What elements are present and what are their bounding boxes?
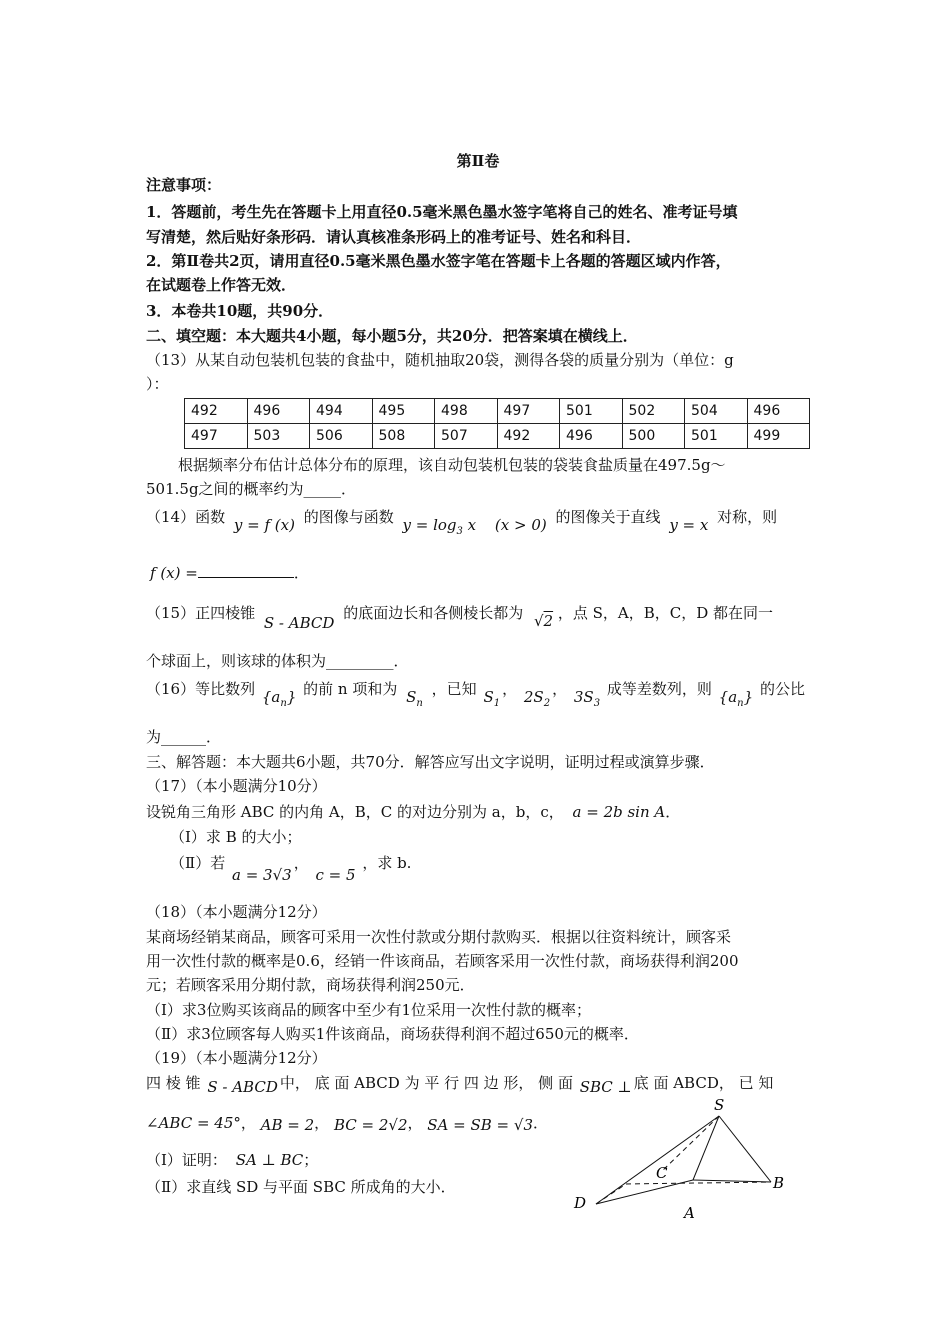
q19-head: （19）（本小题满分12分） [146,1049,327,1067]
q16-seq-close: } [286,688,297,706]
q14-answer-label: f (x) = [150,564,198,582]
q14-line2 [150,562,309,584]
q14-text-d: 对称，则 [717,508,778,526]
q16-math-2s2 [523,688,551,709]
q15-text-c: ，点 S，A，B，C，D 都在同一 [557,604,774,622]
q19-sa-sb: SA = SB = √3 [427,1116,533,1134]
q19-part1-math: SA ⊥ BC [235,1151,304,1169]
q16-line2: 为______． [146,728,222,746]
q14-log-base: 3 [456,526,463,537]
table-cell: 506 [310,424,373,449]
label-D: D [574,1194,587,1212]
q13-line2: ）： [146,375,169,393]
q16-text-c: ，已知 [431,680,477,698]
pyramid-figure [566,1094,946,1274]
q15-math-sqrt: √2 [533,612,554,630]
q16-seq: {a [261,688,281,706]
q16-text-b: 的前 n 项和为 [303,680,398,698]
q16-math-seq [261,688,297,709]
q17-part2-math-c: c = 5 [315,866,356,884]
q19-line1-b: 中， 底 面 ABCD 为 平 行 四 边 形， 侧 面 [279,1074,573,1092]
q14-text-c: 的图像关于直线 [555,508,661,526]
q16-2s2-sub: 2 [543,698,551,709]
edge-SD [596,1116,719,1204]
notice-item-2b: 在试题卷上作答无效． [146,276,297,294]
label-B: B [773,1174,785,1192]
q16-sn: S [406,688,417,706]
table-cell: 503 [247,424,310,449]
q18-line1: 某商场经销某商品，顾客可采用一次性付款或分期付款购买．根据以往资料统计，顾客采 [146,928,732,946]
label-S: S [714,1096,725,1114]
table-cell: 508 [372,424,435,449]
q14-math-line: y = x [669,516,709,534]
table-cell: 492 [185,399,248,424]
q18-part2: （Ⅱ）求3位顾客每人购买1件该商品，商场获得利润不超过650元的概率． [146,1025,639,1043]
table-cell: 500 [622,424,685,449]
table-cell: 496 [247,399,310,424]
q14-log: y = log [402,516,457,534]
q15-line2: 个球面上，则该球的体积为_________． [146,652,409,670]
q16-seq2: {a [718,688,738,706]
q17-part2-math-a: a = 3√3 [231,866,292,884]
table-cell: 498 [435,399,498,424]
q14-math-fx: y = f (x) [233,516,295,534]
q17-stem-text: 设锐角三角形 ABC 的内角 A，B，C 的对边分别为 a，b，c， [146,803,564,821]
notice-item-2a: 2．第Ⅱ卷共2页，请用直径0.5毫米黑色墨水签字笔在答题卡上各题的答题区域内作答， [146,252,731,270]
q19-bc: BC = 2√2 [333,1116,408,1134]
q19-line1-a: 四 棱 锥 [146,1074,201,1092]
notice-item-1a: 1．答题前，考生先在答题卡上用直径0.5毫米黑色墨水签字笔将自己的姓名、准考证号填 [146,203,738,221]
q16-text-e: 的公比 [759,680,805,698]
q19-angle: ∠ABC = 45° [146,1114,241,1132]
q16-s1-sub: 1 [493,698,501,709]
table-cell: 501 [685,424,748,449]
table-cell: 495 [372,399,435,424]
q18-line3: 元；若顾客采用分期付款，商场获得利润250元． [146,976,475,994]
edge-AB [693,1180,771,1182]
q16-line1: （16）等比数列 $\{a_n\}$ 的前 n 项和为 $S_n$ ，已知 $S_1$， $2S_2$， $3S_3$ 成等差数列，则 $\{a_n\}$ 的公比 [146,680,805,709]
q14-answer-blank [198,562,294,578]
q18-line2: 用一次性付款的概率是0.6，经销一件该商品，若顾客采用一次性付款，商场获得利润200 [146,952,739,970]
q13-line1: （13）从某自动包装机包装的食盐中，随机抽取20袋，测得各袋的质量分别为（单位：g [146,351,734,369]
q17-part1: （Ⅰ）求 B 的大小； [170,828,302,846]
q19-part2: （Ⅱ）求直线 SD 与平面 SBC 所成角的大小． [146,1178,456,1196]
table-cell: 499 [747,424,810,449]
q14-math-domain: (x > 0) [494,516,547,534]
q18-part1: （Ⅰ）求3位购买该商品的顾客中至少有1位采用一次性付款的概率； [146,1001,592,1019]
q15-math-pyramid: S - ABCD [263,614,335,632]
q14-log-arg: x [462,516,477,534]
q17-head: （17）（本小题满分10分） [146,777,327,795]
table-cell: 496 [560,424,623,449]
q13-data-table [184,398,810,449]
q16-seq-sub: n [280,698,287,709]
q16-text-a: （16）等比数列 [146,680,256,698]
q16-math-s1 [483,688,501,709]
q16-s1: S [483,688,494,706]
notice-heading: 注意事项： [146,176,222,194]
q19-line1-math: S - ABCD [207,1078,278,1096]
q16-seq2-sub: n [737,698,744,709]
section-3-heading: 三、解答题：本大题共6小题，共70分．解答应写出文字说明，证明过程或演算步骤． [146,753,715,771]
table-cell: 492 [497,424,560,449]
table-cell: 497 [497,399,560,424]
table-cell: 504 [685,399,748,424]
page-title: 第Ⅱ卷 [456,152,500,170]
label-A: A [684,1204,695,1222]
q15-text-a: （15）正四棱锥 [146,604,256,622]
q15-line1 [146,602,774,632]
q16-seq2-close: } [743,688,754,706]
q13-line4: 501.5g之间的概率约为_____． [146,480,357,498]
q17-stem-math: a = 2b sin A [572,803,666,821]
q19-line1-c: 底 面 ABCD， 已 知 [633,1074,774,1092]
q14-line1 [146,506,777,535]
table-row [185,424,810,449]
table-cell: 494 [310,399,373,424]
q19-line1 [146,1072,773,1094]
q19-part1: （Ⅰ）证明： SA ⊥ BC； [146,1151,319,1169]
q14-text-a: （14）函数 [146,508,226,526]
edge-SB [719,1116,771,1182]
q17-part2: （Ⅱ）若 a = 3√3， c = 5 ，求 b. [170,854,412,884]
q14-answer-end: ． [293,564,309,582]
section-2-heading: 二、填空题：本大题共4小题，每小题5分，共20分．把答案填在横线上． [146,327,638,345]
q16-3s3-sub: 3 [593,698,601,709]
q17-stem [146,801,680,823]
q17-part2-a: （Ⅱ）若 [170,854,226,872]
q17-stem-end: ． [665,803,681,821]
notice-item-3: 3．本卷共10题，共90分． [146,302,334,320]
table-cell: 497 [185,424,248,449]
q15-sqrt-value: 2 [543,612,554,630]
table-cell: 507 [435,424,498,449]
edge-CB [626,1182,771,1184]
q18-head: （18）（本小题满分12分） [146,903,327,921]
q16-2s2: 2S [523,688,544,706]
q16-math-sn [406,688,423,709]
q14-math-log [402,516,477,537]
q16-math-seq2 [718,688,754,709]
label-C: C [656,1164,668,1182]
q14-text-b: 的图像与函数 [303,508,394,526]
q16-text-d: 成等差数列，则 [606,680,712,698]
q16-sn-sub: n [416,698,423,709]
notice-item-1b: 写清楚，然后贴好条形码．请认真核准条形码上的准考证号、姓名和科目． [146,228,642,246]
q13-line3: 根据频率分布估计总体分布的原理，该自动包装机包装的袋装食盐质量在497.5g～ [178,456,726,474]
q19-part1-a: （Ⅰ）证明： [146,1151,227,1169]
table-cell: 501 [560,399,623,424]
q17-part2-b: ，求 b. [362,854,412,872]
q16-3s3: 3S [573,688,594,706]
table-cell: 502 [622,399,685,424]
table-cell: 496 [747,399,810,424]
q19-line2: ∠ABC = 45°， AB = 2， BC = 2√2， SA = SB = √3． [146,1114,548,1134]
edge-SC [661,1116,719,1172]
q19-ab: AB = 2 [260,1116,315,1134]
q19-line1-math2: SBC ⊥ [579,1078,632,1096]
q15-text-b: 的底面边长和各侧棱长都为 [343,604,524,622]
table-row [185,399,810,424]
q16-math-3s3 [573,688,601,709]
